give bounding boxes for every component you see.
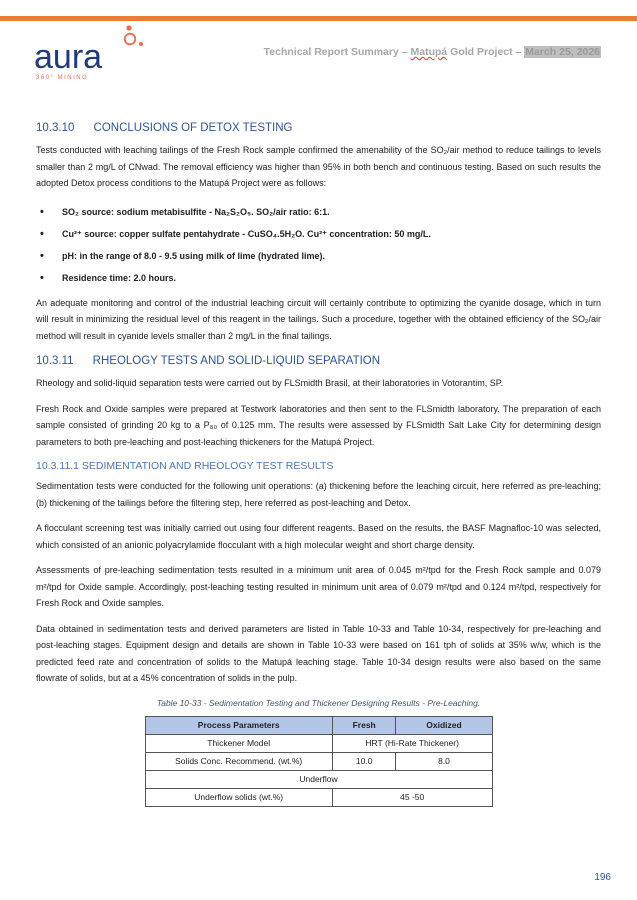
table-cell: Solids Conc. Recommend. (wt.%) [145, 752, 332, 770]
running-header [264, 46, 601, 58]
table-cell: HRT (Hi-Rate Thickener) [332, 734, 492, 752]
table-row [145, 752, 492, 770]
header-title: Technical Report Summary – [263, 46, 411, 58]
table-cell: 8.0 [396, 752, 492, 770]
section-heading: 10.3.11 RHEOLOGY TESTS AND SOLID-LIQUID SEPARATION [36, 355, 381, 367]
page-number: 196 [594, 872, 611, 883]
table-cell: 10.0 [332, 752, 396, 770]
svg-text:aura: aura [34, 38, 103, 76]
header-accent-bar [0, 16, 637, 21]
sedimentation-table [145, 716, 493, 807]
section-heading: 10.3.10 CONCLUSIONS OF DETOX TESTING [36, 122, 293, 134]
header-project: Matupá [410, 46, 448, 58]
table-row [145, 734, 492, 752]
list-item: • pH: in the range of 8.0 - 9.5 using milk of lime (hydrated lime). [36, 245, 601, 267]
header-title-mid: Gold Project – [447, 46, 525, 58]
table-row [145, 788, 492, 806]
column-header: Process Parameters [145, 716, 332, 734]
table-header-row [145, 716, 492, 734]
subsection-heading: 10.3.11.1 SEDIMENTATION AND RHEOLOGY TEST RESULTS [36, 460, 334, 472]
list-item: • Residence time: 2.0 hours. [36, 267, 601, 289]
list-item: • Cu²⁺ source: copper sulfate pentahydrate - CuSO₄.5H₂O. Cu²⁺ concentration: 50 mg/L. [36, 223, 601, 245]
list-item: • SO₂ source: sodium metabisulfite - Na₂S₂O₅. SO₂/air ratio: 6:1. [36, 201, 601, 223]
header-date: March 25, 2026 [525, 46, 600, 58]
svg-text:360° MINING: 360° MINING [36, 75, 89, 81]
table-caption: Table 10-33 - Sedimentation Testing and Thickener Designing Results - Pre-Leaching. [156, 697, 481, 708]
paragraph: An adequate monitoring and control of the industrial leaching circuit will certainly contribute to optimizing the cyanide dosage, which in turn will result in minimizing the residual level of this reagent in the tailings. Such a procedure, together with the obtained efficiency of the SO₂/air method will result in cyanide levels smaller than 2 mg/L in the final tailings. [36, 297, 601, 341]
table-cell: Thickener Model [145, 734, 332, 752]
column-header: Fresh [332, 716, 396, 734]
paragraph: Tests conducted with leaching tailings of the Fresh Rock sample confirmed the amenability of the SO₂/air method to reduce tailings to levels smaller than 2 mg/L of CNwad. The removal efficiency was higher than 95% in both bench and continuous testing. Based on such results the adopted Detox process conditions to the Matupá Project were as follows: [36, 145, 601, 188]
paragraph: A flocculant screening test was initially carried out using four different reagents. Based on the results, the BASF Magnafloc-10 was selected, which consisted of an anionic polyacrylamide flocculant with a high molecular weight and short charge density. [36, 523, 601, 550]
table-cell: Underflow solids (wt.%) [145, 788, 332, 806]
table-cell: 45 -50 [332, 788, 492, 806]
table-cell: Underflow [145, 770, 492, 788]
paragraph: Assessments of pre-leaching sedimentation tests resulted in a minimum unit area of 0.045 m²/tpd for the Fresh Rock sample and 0.079 m²/tpd for Oxide sample. Accordingly, post-leaching testing resulted in minimum unit area of 0.079 m²/tpd and 0.124 m²/tpd, respectively for Fresh Rock and Oxide samples. [36, 565, 601, 608]
body-content [36, 114, 601, 807]
paragraph: Data obtained in sedimentation tests and derived parameters are listed in Table 10-33 and Table 10-34, respectively for pre-leaching and post-leaching stages. Equipment design and details are shown in Table 10-33 were based on 161 tph of solids at 35% w/w, which is the predicted feed rate and concentration of solids to the Matupá leaching stage. Table 10-34 design results were also based on the same flowrate of solids, but at a 45% concentration of solids in the pulp. [36, 623, 601, 683]
bullet-list [36, 201, 601, 289]
paragraph: Rheology and solid-liquid separation tests were carried out by FLSmidth Brasil, at their laboratories in Votorantim, SP. [36, 378, 504, 388]
paragraph: Fresh Rock and Oxide samples were prepared at Testwork laboratories and then sent to the FLSmidth laboratory. The preparation of each sample consisted of grinding 20 kg to a P₈₀ of 0.125 mm. The results were assessed by FLSmidth Salt Lake City for determining design parameters to both pre-leaching and post-leaching thickeners for the Matupá Project. [36, 403, 601, 447]
aura-logo [34, 24, 154, 84]
paragraph: Sedimentation tests were conducted for the following unit operations: (a) thickening before the leaching circuit, here referred as pre-leaching; (b) thickening of the tailings before the filtering step, here referred as post-leaching and Detox. [36, 481, 601, 508]
column-header: Oxidized [396, 716, 492, 734]
table-row [145, 770, 492, 788]
